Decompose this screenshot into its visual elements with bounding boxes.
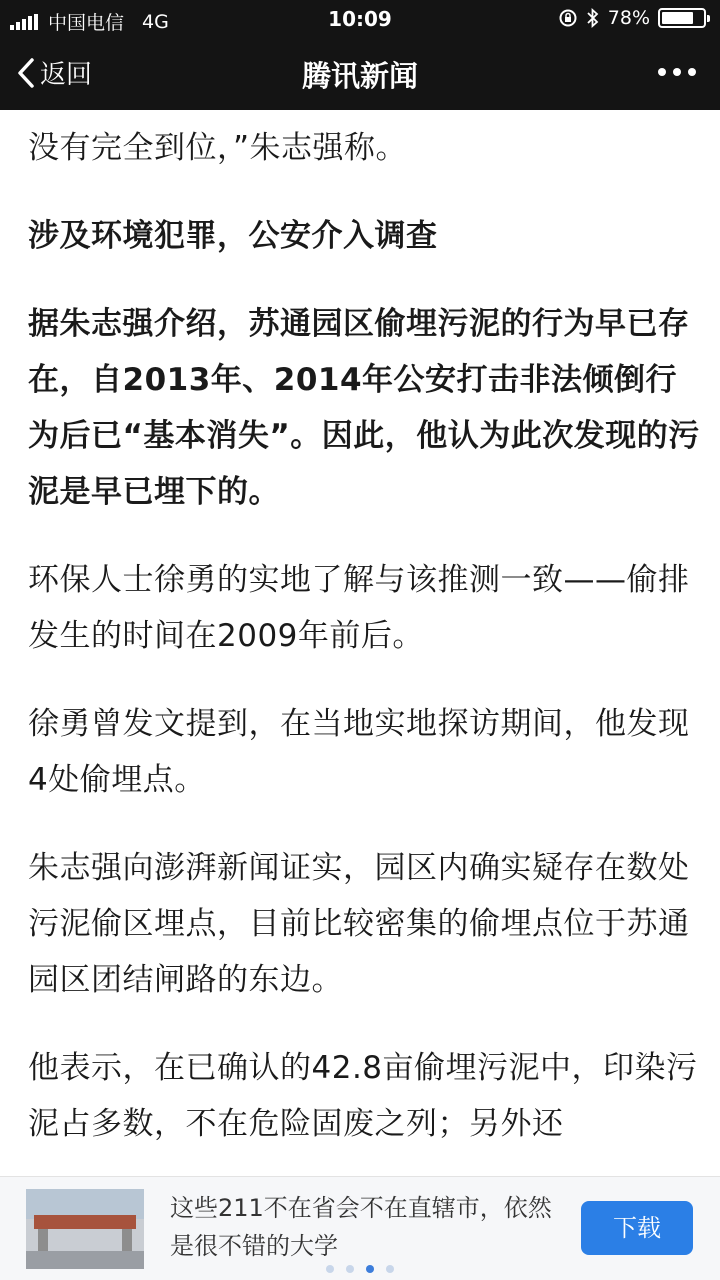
carrier-label: 中国电信 bbox=[48, 12, 125, 34]
status-right bbox=[558, 7, 706, 29]
battery-fill bbox=[662, 12, 693, 24]
page-indicator bbox=[0, 1265, 720, 1273]
section-heading: 涉及环境犯罪，公安介入调查 bbox=[28, 218, 438, 254]
more-dots-icon[interactable] bbox=[658, 68, 696, 76]
nav-bar bbox=[0, 38, 720, 110]
article-paragraph-bold: 据朱志强介绍，苏通园区偷埋污泥的行为早已存在，自2013年、2014年公安打击非法倾倒行为后已“基本消失”。因此，他认为此次发现的污泥是早已埋下的。 bbox=[28, 306, 700, 510]
page-dot bbox=[326, 1265, 334, 1273]
status-bar bbox=[0, 0, 720, 38]
article-paragraph: 朱志强向澎湃新闻证实，园区内确实疑存在数处污泥偷区埋点，目前比较密集的偷埋点位于苏通园区团结闸路的东边。 bbox=[28, 850, 690, 998]
back-label: 返回 bbox=[40, 60, 93, 90]
battery-icon bbox=[658, 8, 706, 28]
network-label: 4G bbox=[142, 10, 169, 33]
page-dot bbox=[366, 1265, 374, 1273]
promo-banner[interactable] bbox=[0, 1176, 720, 1280]
orientation-lock-icon bbox=[558, 8, 578, 28]
banner-thumbnail bbox=[26, 1189, 144, 1269]
page-dot bbox=[386, 1265, 394, 1273]
page-title: 腾讯新闻 bbox=[301, 59, 418, 93]
bluetooth-icon bbox=[586, 8, 600, 28]
article-paragraph: 没有完全到位，”朱志强称。 bbox=[28, 130, 408, 166]
article-paragraph: 环保人士徐勇的实地了解与该推测一致——偷排发生的时间在2009年前后。 bbox=[28, 562, 690, 654]
status-time: 10:09 bbox=[328, 7, 392, 31]
page-dot bbox=[346, 1265, 354, 1273]
article-paragraph: 徐勇曾发文提到，在当地实地探访期间，他发现4处偷埋点。 bbox=[28, 706, 690, 798]
top-bar bbox=[0, 0, 720, 110]
download-button[interactable]: 下载 bbox=[581, 1201, 693, 1255]
banner-text[interactable]: 这些211不在省会不在直辖市，依然是很不错的大学 bbox=[170, 1194, 552, 1260]
article-body bbox=[28, 110, 700, 1184]
battery-percent: 78% bbox=[607, 7, 650, 29]
article-paragraph: 他表示，在已确认的42.8亩偷埋污泥中，印染污泥占多数，不在危险固废之列；另外还 bbox=[28, 1050, 698, 1142]
